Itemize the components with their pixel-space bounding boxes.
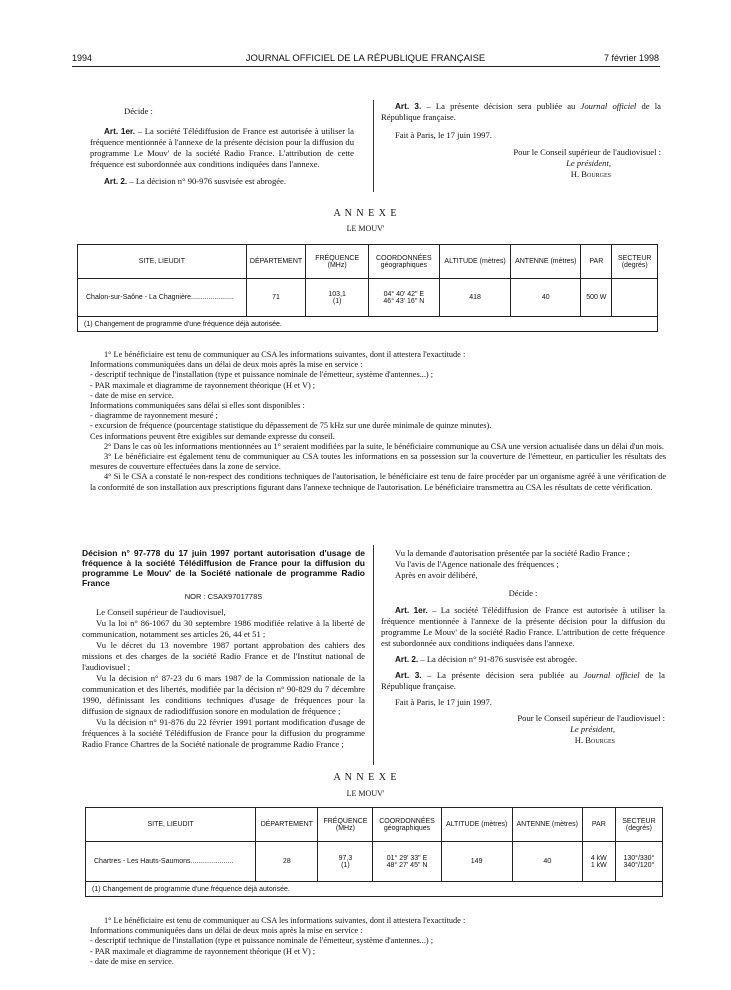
condition-item: Informations communiquées dans un délai de deux mois après la mise en service :	[90, 360, 363, 370]
cell-antenne: 40	[511, 279, 581, 317]
condition-item: 4° Si le CSA a constaté le non-respect des conditions techniques de l'autorisation, le bénéficiaire est tenu de faire procéder par un organisme agréé à une vérification de la conformité de son installation aux prescriptions figurant dans l'annexe technique de l'autorisation. Le bénéficiaire transmettra au CSA les résultats de cette vérification.	[90, 472, 666, 492]
coord-latitude: 46° 43' 16" N	[383, 297, 425, 305]
header-rule	[72, 66, 660, 67]
article-1-text: – La société Télédiffusion de France est autorisée à utiliser la fréquence mentionnée à l'annexe de la présente décision pour la diffusion du programme Le Mouv' de la société Radio France. L'attribution de cette fréquence est subordonnée aux conditions indiquées dans l'annexe.	[90, 126, 355, 169]
condition-item: - diagramme de rayonnement mesuré ;	[90, 411, 218, 421]
fait-a-paris: Fait à Paris, le 17 juin 1997.	[395, 130, 492, 140]
cell-antenne: 40	[512, 842, 582, 882]
condition-item: - date de mise en service.	[90, 390, 174, 400]
annex-subtitle: LE MOUV'	[346, 789, 385, 798]
conditions-block-1	[90, 350, 666, 493]
article-3-text-end: de la République française.	[381, 670, 665, 691]
table-header-row	[86, 808, 663, 842]
decision-title: Décision n° 97-778 du 17 juin 1997 portant autorisation d'usage de fréquence à la société Télédiffusion de France pour la diffusion du programme Le Mouv' de la Société nationale de programme Radio France	[82, 548, 365, 588]
condition-item: - descriptif technique de l'installation (type et puissance nominale de l'émetteur, système d'antennes...) ;	[90, 370, 434, 380]
president-title	[381, 724, 665, 735]
issue-date: 7 février 1998	[603, 53, 659, 63]
secteur-value: 340°/120°	[623, 861, 655, 869]
col-antenne: ANTENNE (mètres)	[511, 245, 581, 279]
cell-site: Chartres - Les Hauts-Saumons......................	[86, 842, 256, 882]
considerant: Le Conseil supérieur de l'audiovisuel,	[96, 607, 226, 617]
annex-table	[85, 807, 663, 897]
secteur-value: 130°/330°	[623, 854, 655, 862]
col-coordonnees: COORDONNÉES géographiques	[368, 245, 439, 279]
col-departement: DÉPARTEMENT	[256, 808, 318, 842]
table-header-row	[78, 245, 658, 279]
president-label: Le président,	[566, 158, 611, 168]
considerant: Vu la demande d'autorisation présentée par la société Radio France ;	[395, 548, 630, 558]
article-3-text-end: de la République française.	[381, 101, 661, 122]
condition-item: 3° Le bénéficiaire est également tenu de communiquer au CSA toutes les informations en sa possession sur la couverture de l'émetteur, en particulier les résultats des mesures de couverture effectuées dans la zone de service.	[90, 452, 666, 472]
president-label: Le président,	[570, 724, 615, 734]
table-row	[86, 842, 663, 882]
article-1-label: Art. 1er.	[395, 606, 428, 615]
top-right-column	[381, 101, 661, 180]
article-3-label: Art. 3.	[395, 102, 422, 111]
cell-coordonnees	[368, 279, 439, 317]
article-2-text: – La décision n° 91-876 susvisée est abrogée.	[418, 654, 578, 664]
table-footnote-row	[86, 882, 663, 897]
table-footnote: (1) Changement de programme d'une fréquence déjà autorisée.	[78, 317, 658, 332]
frequence-value: 103,1	[328, 290, 346, 298]
cell-altitude: 149	[441, 842, 512, 882]
cell-coordonnees	[373, 842, 441, 882]
condition-item: Ces informations peuvent être exigibles sur demande expresse du conseil.	[90, 431, 335, 441]
cell-secteur	[615, 842, 662, 882]
col-altitude: ALTITUDE (mètres)	[441, 808, 512, 842]
col-departement: DÉPARTEMENT	[246, 245, 306, 279]
article-3	[381, 670, 665, 692]
considerant: Après en avoir délibéré,	[395, 570, 478, 580]
col-altitude: ALTITUDE (mètres)	[439, 245, 511, 279]
coord-longitude: 04° 40' 42" E	[383, 290, 425, 298]
considerant: Vu la décision n° 91-876 du 22 février 1991 portant modification d'usage de fréquences à la société Télédiffusion de France pour la diffusion du programme Radio France Chartres de la Société nationale de programme Radio France ;	[82, 717, 365, 749]
frequence-value: 97,3	[338, 854, 353, 862]
considerant: Vu la décision n° 87-23 du 6 mars 1987 de la Commission nationale de la communication et des libertés, modifiée par la décision n° 90-829 du 7 décembre 1990, définissant les conditions techniques d'usage de fréquences pour la diffusion de signaux de radiodiffusion sonore en modulation de fréquence ;	[82, 673, 365, 716]
signature: H. Bourges	[570, 169, 611, 179]
col-antenne: ANTENNE (mètres)	[512, 808, 582, 842]
par-value: 1 kW	[590, 861, 607, 869]
col-secteur: SECTEUR (degrés)	[612, 245, 658, 279]
condition-item: - descriptif technique de l'installation (type et puissance nominale de l'émetteur, système d'antennes...) ;	[90, 936, 434, 946]
considerant: Vu le décret du 13 novembre 1987 portant approbation des cahiers des missions et des charges de la société Radio France et de l'Institut national de l'audiovisuel ;	[82, 640, 365, 672]
condition-item: - PAR maximale et diagramme de rayonnement théorique (H et V) ;	[90, 380, 316, 390]
cell-secteur	[612, 279, 658, 317]
annex-table	[77, 244, 658, 332]
cell-altitude: 418	[439, 279, 511, 317]
col-secteur: SECTEUR (degrés)	[615, 808, 662, 842]
article-3-label: Art. 3.	[395, 671, 422, 680]
article-3-text: – La présente décision sera publiée au	[421, 101, 581, 111]
journal-title: JOURNAL OFFICIEL DE LA RÉPUBLIQUE FRANÇAISE	[245, 53, 486, 64]
col-site: SITE, LIEUDIT	[78, 245, 247, 279]
cell-frequence	[306, 279, 369, 317]
signature: H. Bourges	[574, 735, 615, 745]
journal-officiel-ref: Journal officiel	[580, 101, 637, 111]
pour-le-conseil: Pour le Conseil supérieur de l'audiovisuel :	[513, 147, 661, 157]
cell-par	[582, 842, 615, 882]
condition-item: - PAR maximale et diagramme de rayonnement théorique (H et V) ;	[90, 946, 316, 956]
top-left-column	[90, 106, 354, 187]
article-2	[90, 176, 354, 187]
condition-item: 1° Le bénéficiaire est tenu de communiquer au CSA les informations suivantes, dont il attestera l'exactitude :	[104, 350, 466, 359]
article-3-text: – La présente décision sera publiée au	[421, 670, 584, 680]
col-site: SITE, LIEUDIT	[86, 808, 256, 842]
condition-item: - date de mise en service.	[90, 956, 174, 966]
table-footnote-row	[78, 317, 658, 332]
decision-2-right	[381, 548, 665, 746]
annex-title: A N N E X E	[333, 208, 398, 219]
article-1	[381, 605, 665, 649]
condition-item: 2° Dans le cas où les informations mentionnées au 1° seraient modifiées par la suite, le bénéficiaire communique au CSA une version actualisée dans un délai d'un mois.	[104, 441, 664, 451]
col-par: PAR	[582, 808, 615, 842]
column-divider	[373, 100, 374, 192]
annex-title: A N N E X E	[333, 772, 398, 783]
decide-label: Décide :	[508, 588, 538, 598]
frequence-note: (1)	[332, 297, 342, 305]
considerant: Vu l'avis de l'Agence nationale des fréquences ;	[395, 559, 559, 569]
column-divider	[373, 545, 374, 765]
nor-reference: NOR : CSAX9701778S	[184, 592, 263, 601]
article-1-label: Art. 1er.	[104, 127, 136, 136]
article-2-text: – La décision n° 90-976 susvisée est abrogée.	[127, 176, 287, 186]
decision-2-left	[82, 548, 365, 750]
cell-site: Chalon-sur-Saône - La Chagnière......................	[78, 279, 247, 317]
journal-officiel-ref: Journal officiel	[583, 670, 640, 680]
col-par: PAR	[581, 245, 612, 279]
table-footnote: (1) Changement de programme d'une fréquence déjà autorisée.	[86, 882, 663, 897]
coord-latitude: 48° 27' 45" N	[386, 861, 428, 869]
cell-frequence	[318, 842, 373, 882]
col-frequence: FRÉQUENCE (MHz)	[318, 808, 373, 842]
condition-item: - excursion de fréquence (pourcentage statistique du dépassement de 75 kHz sur une durée minimale de quinze minutes).	[90, 421, 492, 431]
considerant: Vu la loi n° 86-1067 du 30 septembre 1986 modifiée relative à la liberté de communication, notamment ses articles 26, 44 et 51 ;	[82, 618, 365, 639]
col-frequence: FRÉQUENCE (MHz)	[306, 245, 369, 279]
article-1-text: – La société Télédiffusion de France est autorisée à utiliser la fréquence mentionnée à l'annexe de la présente décision pour la diffusion du programme Le Mouv' de la société Radio France. L'attribution de cette fréquence est subordonnée aux conditions indiquées dans l'annexe.	[381, 605, 665, 648]
article-2-label: Art. 2.	[104, 177, 128, 186]
cell-departement: 71	[246, 279, 306, 317]
article-3	[381, 101, 661, 123]
article-1	[90, 126, 354, 170]
col-coordonnees: COORDONNÉES géographiques	[373, 808, 441, 842]
article-2-label: Art. 2.	[395, 655, 419, 664]
page-number: 1994	[72, 53, 93, 63]
conditions-block-2	[90, 916, 666, 967]
frequence-note: (1)	[341, 861, 350, 869]
coord-longitude: 01° 29' 33" E	[386, 854, 428, 862]
condition-item: Informations communiquées dans un délai de deux mois après la mise en service :	[90, 926, 363, 936]
article-2	[381, 654, 665, 665]
condition-item: Informations communiquées sans délai si elles sont disponibles :	[90, 401, 305, 411]
pour-le-conseil: Pour le Conseil supérieur de l'audiovisuel :	[517, 713, 665, 723]
condition-item: 1° Le bénéficiaire est tenu de communiquer au CSA les informations suivantes, dont il attestera l'exactitude :	[104, 916, 466, 925]
cell-par: 500 W	[581, 279, 612, 317]
decide-label: Décide :	[124, 106, 153, 116]
fait-a-paris: Fait à Paris, le 17 juin 1997.	[395, 697, 492, 707]
annex-subtitle: LE MOUV'	[346, 224, 385, 233]
par-value: 4 kW	[590, 854, 607, 862]
table-row	[78, 279, 658, 317]
cell-departement: 28	[256, 842, 318, 882]
president-title	[381, 158, 661, 169]
